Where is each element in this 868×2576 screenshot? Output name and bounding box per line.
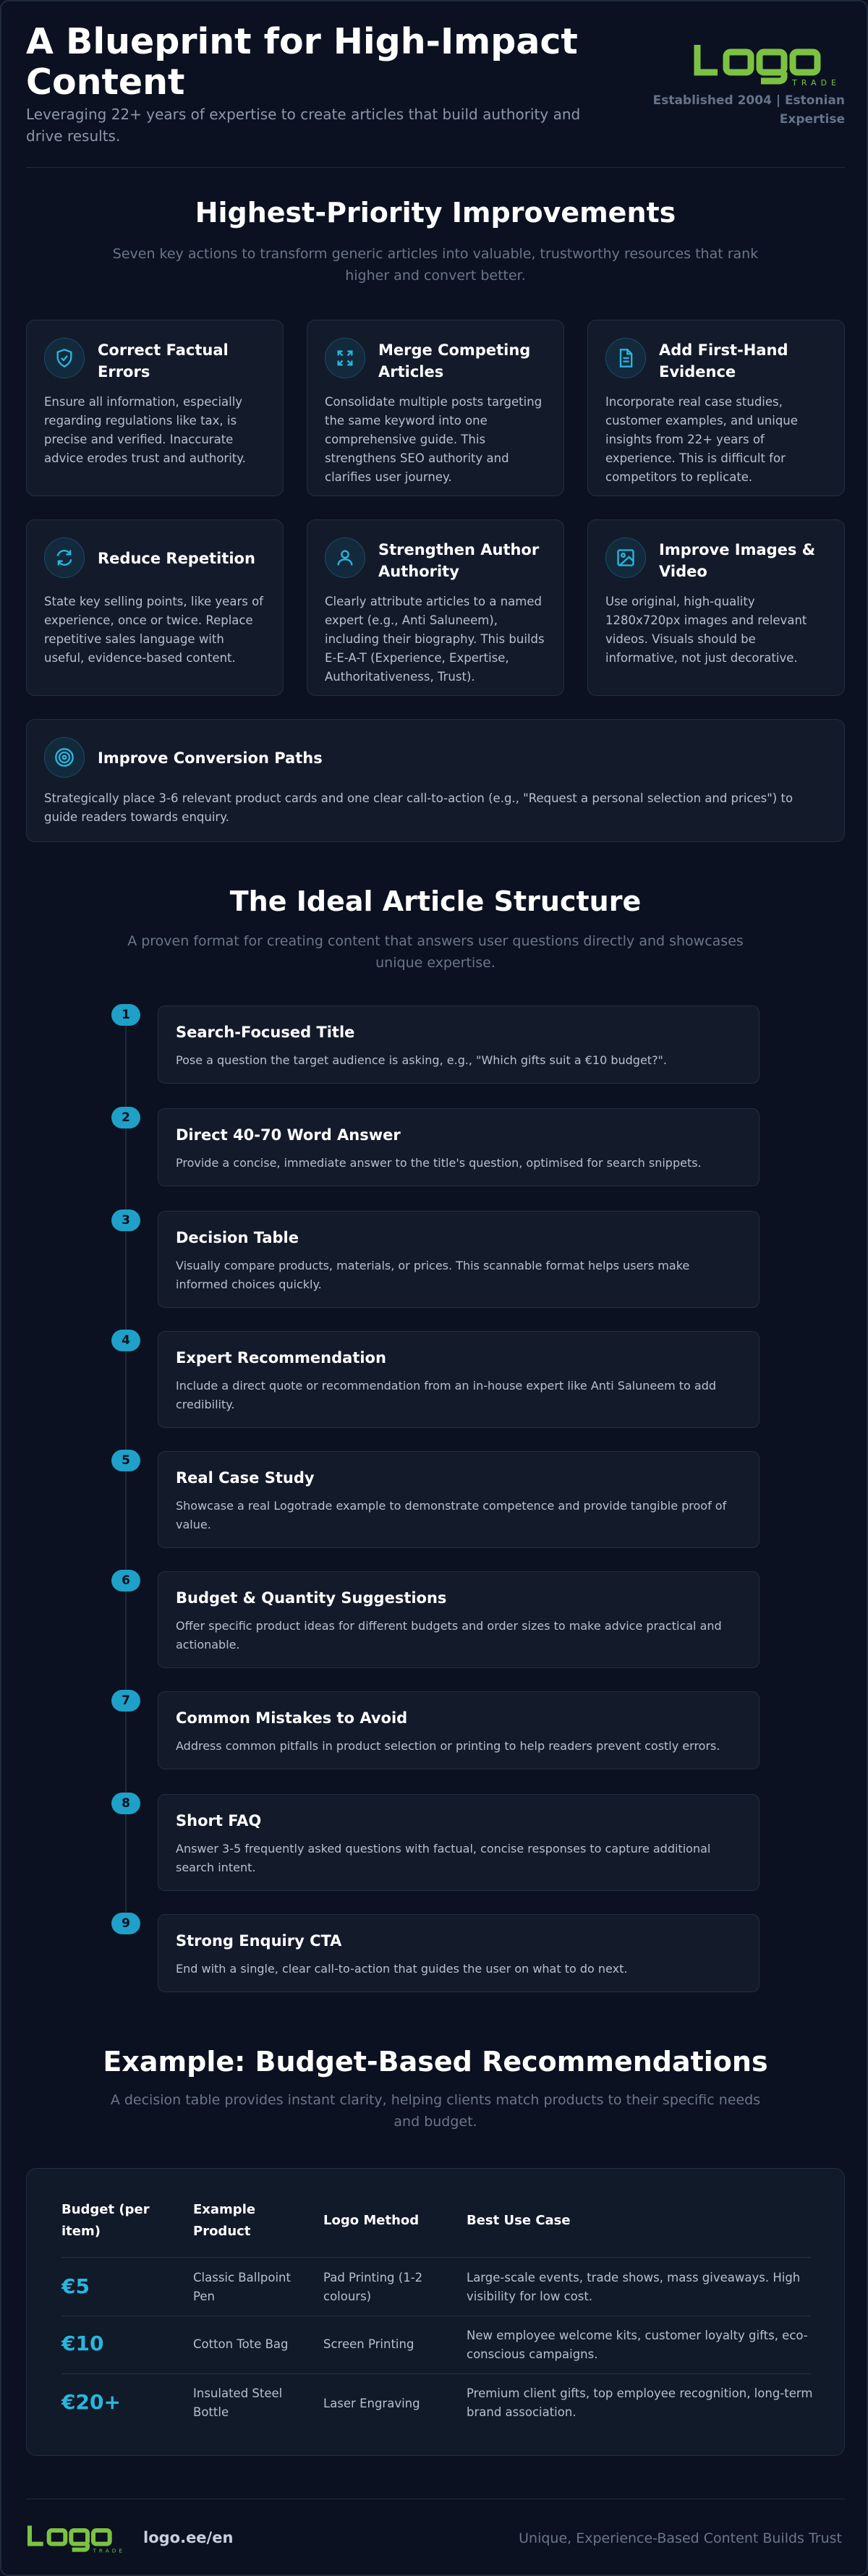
budget-value: €10 [61,2331,104,2355]
table-header-product: Example Product [193,2202,256,2239]
logo-subtext: TRADE [792,78,841,87]
step-number: 9 [111,1913,140,1934]
step-card-answer [158,1108,760,1186]
card-title: Reduce Repetition [98,550,255,567]
step-title: Decision Table [176,1229,299,1246]
step-card-mistakes [158,1691,760,1769]
table-cell-product: Insulated Steel Bottle [193,2386,283,2419]
priorities-subtitle: Seven key actions to transform generic articles into valuable, trustworthy resources that rank higher and convert better. [112,246,759,284]
step-number: 2 [111,1107,140,1128]
logo-subtext: TRADE [93,2547,125,2554]
priority-card-repetition [26,519,284,696]
step-number: 7 [111,1690,140,1712]
step-number: 5 [111,1450,140,1471]
table-cell-use-case: Premium client gifts, top employee recognition, long-term brand association. [467,2386,813,2419]
priority-card-conversion [26,719,845,842]
step-title: Budget & Quantity Suggestions [176,1589,447,1607]
step-number: 8 [111,1793,140,1814]
step-card-expert [158,1331,760,1428]
card-title: Improve Conversion Paths [98,749,323,767]
priority-card-author [307,519,564,696]
step-title: Short FAQ [176,1812,262,1829]
step-text: Visually compare products, materials, or prices. This scannable format helps users make informed choices quickly. [176,1259,690,1291]
logo-graphic [693,43,845,87]
table-cell-product: Classic Ballpoint Pen [193,2271,291,2303]
card-text: State key selling points, like years of experience, once or twice. Replace repetitive sales language with useful, evidence-based content. [44,595,263,665]
budget-value: €5 [61,2274,90,2298]
card-title: Merge Competing Articles [378,341,531,381]
page-subtitle: Leveraging 22+ years of expertise to create articles that build authority and drive results. [26,106,581,145]
step-title: Real Case Study [176,1469,315,1487]
footer-tagline: Unique, Experience-Based Content Builds Trust [519,2530,842,2546]
shield-check-icon [44,338,85,378]
target-icon [44,737,85,778]
step-text: Offer specific product ideas for different budgets and order sizes to make advice practical and actionable. [176,1619,722,1652]
table-cell-method: Screen Printing [323,2337,414,2351]
card-title: Strengthen Author Authority [378,541,540,580]
step-text: Provide a concise, immediate answer to the title's question, optimised for search snippets. [176,1156,702,1170]
card-text: Incorporate real case studies, customer examples, and unique insights from 22+ years of experience. This is difficult for competitors to replicate. [605,395,798,484]
merge-arrows-icon [325,338,365,378]
row-divider [61,2373,811,2374]
step-text: Answer 3-5 frequently asked questions with factual, concise responses to capture additional search intent. [176,1842,711,1874]
step-text: Pose a question the target audience is asking, e.g., "Which gifts suit a €10 budget?". [176,1053,667,1067]
card-title: Correct Factual Errors [98,341,229,381]
priority-card-merge [307,320,564,496]
step-card-faq [158,1794,760,1891]
structure-title: The Ideal Article Structure [229,885,642,917]
budget-table [26,2168,845,2456]
priority-card-images [587,519,845,696]
user-icon [325,537,365,578]
table-cell-method: Laser Engraving [323,2397,420,2410]
step-card-budget [158,1571,760,1668]
table-cell-method: Pad Printing (1-2 colours) [323,2271,423,2303]
table-cell-use-case: New employee welcome kits, customer loyalty gifts, eco-conscious campaigns. [467,2329,808,2361]
example-subtitle: A decision table provides instant clarity, helping clients match products to their specific needs and budget. [110,2092,761,2130]
card-title: Improve Images & Video [659,541,816,580]
step-title: Strong Enquiry CTA [176,1932,342,1950]
step-text: Showcase a real Logotrade example to demonstrate competence and provide tangible proof of value. [176,1499,727,1531]
step-card-title [158,1006,760,1084]
header-divider [26,167,845,168]
step-number: 1 [111,1004,140,1026]
card-text: Use original, high-quality 1280x720px images and relevant videos. Visuals should be informative, not just decorative. [605,595,807,665]
priorities-title: Highest-Priority Improvements [195,197,676,229]
step-text: End with a single, clear call-to-action that guides the user on what to do next. [176,1962,628,1976]
card-title: Add First-Hand Evidence [659,341,788,381]
footer-logo-graphic [26,2525,129,2554]
image-icon [605,537,646,578]
table-header-method: Logo Method [323,2213,420,2228]
priority-card-factual [26,320,284,496]
step-title: Common Mistakes to Avoid [176,1709,408,1727]
refresh-icon [44,537,85,578]
document-icon [605,338,646,378]
priority-card-evidence [587,320,845,496]
step-text: Address common pitfalls in product selection or printing to help readers prevent costly errors. [176,1739,720,1753]
step-number: 6 [111,1570,140,1591]
card-text: Ensure all information, especially regarding regulations like tax, is precise and verified. Inaccurate advice erodes trust and authority. [44,395,246,465]
step-card-case-study [158,1451,760,1548]
step-title: Direct 40-70 Word Answer [176,1126,401,1144]
footer-url-link[interactable]: logo.ee/en [143,2529,234,2546]
footer-logo[interactable] [26,2525,129,2556]
step-title: Expert Recommendation [176,1349,386,1366]
card-text: Clearly attribute articles to a named expert (e.g., Anti Saluneem), including their biography. This builds E-E-A-T (Experience, Expertise, Authoritativeness, Trust). [325,595,545,684]
example-title: Example: Budget-Based Recommendations [103,2046,768,2078]
structure-subtitle: A proven format for creating content that answers user questions directly and showcases unique expertise. [127,933,744,971]
header [26,22,845,166]
page-title: A Blueprint for High-Impact Content [26,21,578,103]
step-text: Include a direct quote or recommendation from an in-house expert like Anti Saluneem to add credibility. [176,1379,717,1411]
step-title: Search-Focused Title [176,1024,355,1041]
step-card-decision-table [158,1211,760,1308]
card-text: Consolidate multiple posts targeting the same keyword into one comprehensive guide. This strengthens SEO authority and clarifies user journey. [325,395,542,484]
step-number: 3 [111,1210,140,1231]
table-header-use-case: Best Use Case [467,2213,571,2228]
step-number: 4 [111,1330,140,1351]
table-cell-product: Cotton Tote Bag [193,2337,289,2351]
table-header-budget: Budget (per item) [61,2202,150,2239]
table-cell-use-case: Large-scale events, trade shows, mass giveaways. High visibility for low cost. [467,2271,801,2303]
budget-value: €20+ [61,2390,121,2414]
established-note: Established 2004 | Estonian Expertise [652,93,845,127]
card-text: Strategically place 3-6 relevant product cards and one clear call-to-action (e.g., "Request a personal selection and prices") to guide readers towards enquiry. [44,791,793,824]
step-card-cta [158,1914,760,1992]
row-divider [61,2257,811,2258]
